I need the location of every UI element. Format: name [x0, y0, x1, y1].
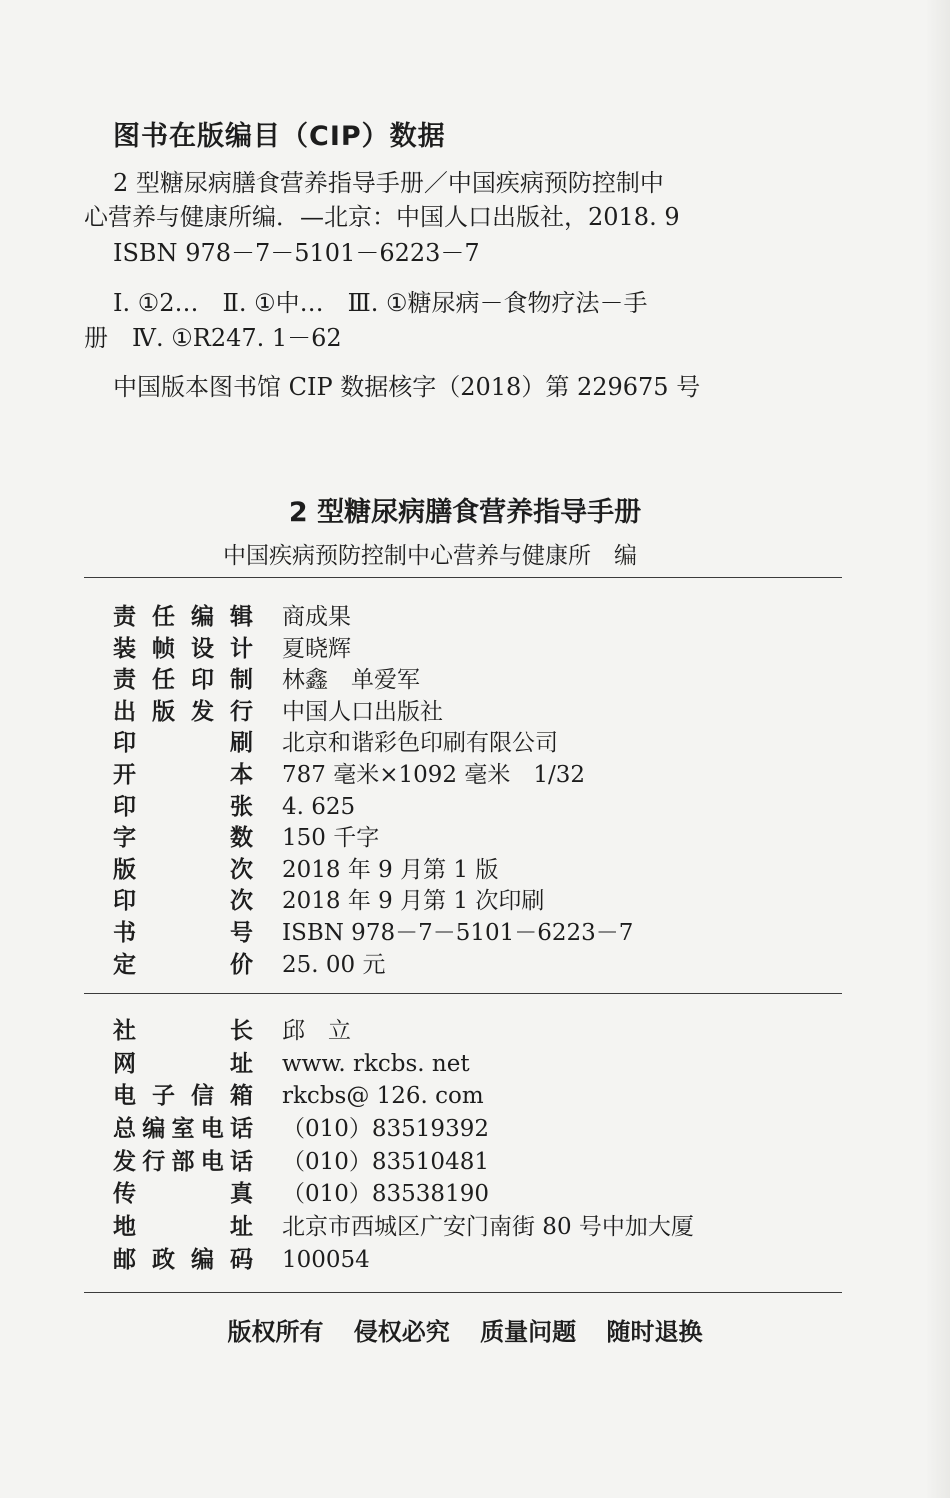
contact-label: 电子信箱 — [113, 1083, 253, 1110]
cip-isbn-line: ISBN 978－7－5101－6223－7 — [113, 239, 480, 267]
info-label: 印张 — [113, 793, 253, 820]
contact-value: rkcbs@ 126. com — [282, 1083, 484, 1110]
info-label: 开本 — [113, 761, 253, 788]
divider-top — [84, 577, 842, 578]
contact-label: 发行部电话 — [113, 1148, 253, 1175]
contact-label: 社长 — [113, 1018, 253, 1044]
info-value: ISBN 978－7－5101－6223－7 — [282, 919, 634, 946]
info-value: 25. 00 元 — [282, 951, 386, 978]
info-value: 商成果 — [282, 604, 351, 630]
info-value: 787 毫米×1092 毫米 1/32 — [282, 761, 585, 788]
info-label: 装帧设计 — [113, 635, 253, 662]
info-value: 北京和谐彩色印刷有限公司 — [282, 730, 558, 757]
info-label: 责任编辑 — [113, 604, 253, 630]
info-label: 出版发行 — [113, 698, 253, 725]
contact-label: 传真 — [113, 1181, 253, 1208]
book-title: 2 型糖尿病膳食营养指导手册 — [288, 497, 642, 528]
contact-value: 北京市西城区广安门南街 80 号中加大厦 — [282, 1214, 694, 1241]
contact-value: （010）83510481 — [282, 1148, 489, 1175]
cip-entry-line-1: 2 型糖尿病膳食营养指导手册／中国疾病预防控制中 — [113, 169, 664, 197]
info-value: 150 千字 — [282, 825, 380, 852]
info-label: 字数 — [113, 825, 253, 852]
contact-value: 100054 — [282, 1246, 370, 1273]
info-label: 责任印制 — [113, 667, 253, 694]
book-author: 中国疾病预防控制中心营养与健康所 编 — [223, 543, 637, 569]
contact-label: 网址 — [113, 1050, 253, 1077]
info-label: 书号 — [113, 919, 253, 946]
info-label: 印刷 — [113, 730, 253, 757]
contact-value: （010）83538190 — [282, 1181, 489, 1208]
cip-classification-line-1: Ⅰ. ①2… Ⅱ. ①中… Ⅲ. ①糖尿病－食物疗法－手 — [113, 289, 648, 317]
info-value: 2018 年 9 月第 1 版 — [282, 856, 499, 883]
page-edge-shadow — [925, 0, 950, 1498]
divider-bottom — [84, 1292, 842, 1293]
info-label: 版次 — [113, 856, 253, 883]
info-value: 4. 625 — [282, 793, 356, 820]
contact-value: 邱 立 — [282, 1018, 351, 1044]
cip-classification-line-2: 册 Ⅳ. ①R247. 1－62 — [84, 324, 342, 352]
info-label: 定价 — [113, 951, 253, 978]
contact-value: （010）83519392 — [282, 1116, 489, 1143]
copyright-slogan: 版权所有 侵权必究 质量问题 随时退换 — [227, 1318, 703, 1346]
cip-heading: 图书在版编目（CIP）数据 — [113, 121, 446, 152]
cip-entry-line-2: 心营养与健康所编．—北京：中国人口出版社，2018. 9 — [84, 203, 680, 231]
contact-label: 邮政编码 — [113, 1246, 253, 1273]
info-value: 2018 年 9 月第 1 次印刷 — [282, 888, 545, 915]
contact-label: 地址 — [113, 1214, 253, 1241]
info-value: 中国人口出版社 — [282, 698, 443, 725]
contact-value: www. rkcbs. net — [282, 1050, 470, 1077]
cip-verification-number: 中国版本图书馆 CIP 数据核字（2018）第 229675 号 — [113, 373, 701, 401]
info-value: 夏晓辉 — [282, 635, 351, 662]
info-label: 印次 — [113, 888, 253, 915]
info-value: 林鑫 单爱军 — [282, 667, 420, 694]
contact-label: 总编室电话 — [113, 1116, 253, 1143]
divider-middle — [84, 993, 842, 994]
